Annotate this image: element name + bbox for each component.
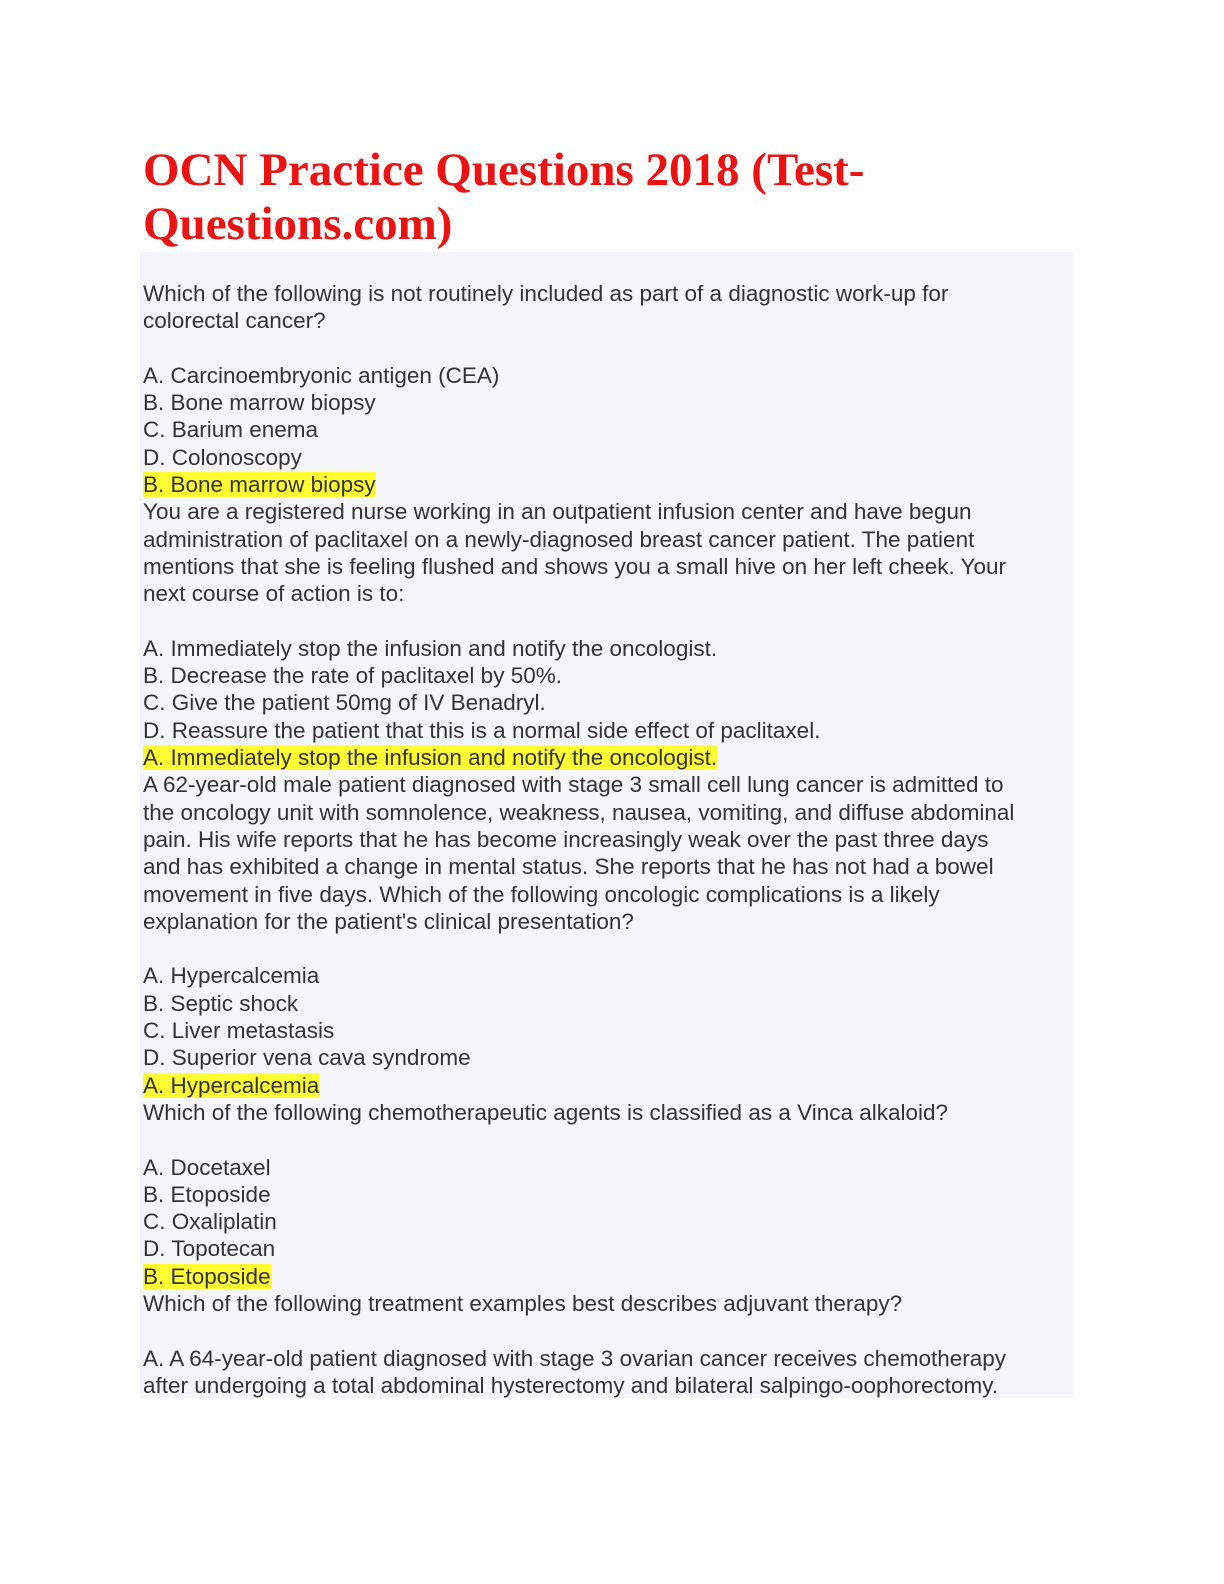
question-1-stem-line-1: Which of the following is not routinely included as part of a diagnostic work-up for [143, 281, 949, 306]
question-2-answer: A. Immediately stop the infusion and notify the oncologist. [143, 745, 718, 771]
question-3-option-c: C. Liver metastasis [143, 1018, 335, 1044]
question-4-option-d: D. Topotecan [143, 1236, 276, 1262]
question-5-option-a-line-2: after undergoing a total abdominal hysterectomy and bilateral salpingo-oophorectomy. [143, 1372, 999, 1398]
question-3-stem-line-2: the oncology unit with somnolence, weakness, nausea, vomiting, and diffuse abdominal [143, 799, 1015, 825]
question-2-stem-line-3: mentions that she is feeling flushed and shows you a small hive on her left cheek. Your [143, 553, 1007, 579]
question-1-option-b: B. Bone marrow biopsy [143, 390, 376, 416]
question-3-stem-line-5: movement in five days. Which of the following oncologic complications is a likely [143, 881, 940, 907]
question-2-option-d: D. Reassure the patient that this is a normal side effect of paclitaxel. [143, 717, 821, 743]
question-1-option-d: D. Colonoscopy [143, 444, 302, 470]
question-3-answer: A. Hypercalcemia [143, 1072, 320, 1098]
question-1-option-c: C. Barium enema [143, 417, 319, 443]
question-2-stem-line-2: administration of paclitaxel on a newly-diagnosed breast cancer patient. The patient [143, 526, 975, 552]
question-4-answer: B. Etoposide [143, 1263, 271, 1289]
question-5-option-a-line-1: A. A 64-year-old patient diagnosed with stage 3 ovarian cancer receives chemotherapy [143, 1345, 1007, 1371]
question-2-option-c: C. Give the patient 50mg of IV Benadryl. [143, 690, 546, 716]
question-2-stem-line-4: next course of action is to: [143, 581, 405, 607]
question-3-stem-line-4: and has exhibited a change in mental status. She reports that he has not had a bowel [143, 854, 994, 880]
question-content [140, 252, 1073, 1398]
question-1-answer: B. Bone marrow biopsy [143, 472, 376, 498]
question-2-option-a: A. Immediately stop the infusion and notify the oncologist. [143, 635, 718, 661]
question-2-option-b: B. Decrease the rate of paclitaxel by 50%. [143, 663, 562, 689]
question-4-stem-line-1: Which of the following chemotherapeutic agents is classified as a Vinca alkaloid? [143, 1099, 949, 1125]
question-4-option-a: A. Docetaxel [143, 1154, 271, 1180]
question-4-option-b: B. Etoposide [143, 1181, 271, 1207]
question-3-option-a: A. Hypercalcemia [143, 963, 320, 989]
question-1-stem-line-2: colorectal cancer? [143, 308, 326, 334]
question-2-stem-line-1: You are a registered nurse working in an outpatient infusion center and have begun [143, 499, 972, 525]
question-1-option-a: A. Carcinoembryonic antigen (CEA) [143, 362, 500, 388]
question-3-stem-line-6: explanation for the patient's clinical presentation? [143, 908, 634, 934]
document-title: OCN Practice Questions 2018 (Test-Questions.com) [143, 144, 865, 250]
question-3-stem-line-3: pain. His wife reports that he has become increasingly weak over the past three days [143, 826, 989, 852]
question-3-stem-line-1: A 62-year-old male patient diagnosed with stage 3 small cell lung cancer is admitted to [143, 772, 1004, 798]
question-3-option-d: D. Superior vena cava syndrome [143, 1045, 471, 1071]
question-4-option-c: C. Oxaliplatin [143, 1209, 277, 1235]
question-3-option-b: B. Septic shock [143, 990, 299, 1016]
question-5-stem-line-1: Which of the following treatment examples best describes adjuvant therapy? [143, 1290, 903, 1316]
